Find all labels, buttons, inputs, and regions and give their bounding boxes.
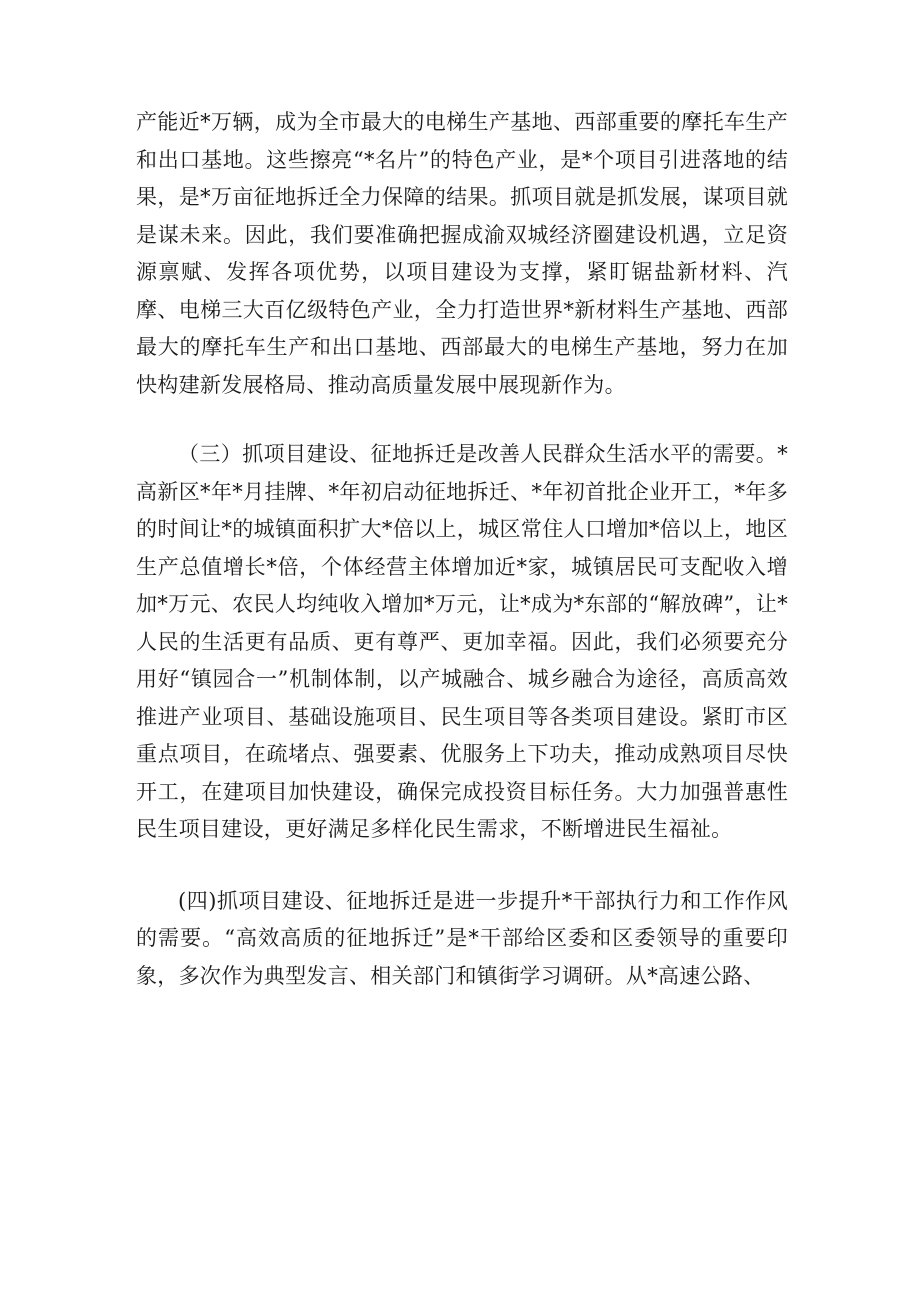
document-body — [136, 104, 788, 995]
paragraph-section-three: （三）抓项目建设、征地拆迁是改善人民群众生活水平的需要。*高新区*年*月挂牌、*年初启动征地拆迁、*年初首批企业开工，*年多的时间让*的城镇面积扩大*倍以上，城区常住人口增加*倍以上，地区生产总值增长*倍，个体经营主体增加近*家，城镇居民可支配收入增加*万元、农民人均纯收入增加*万元，让*成为*东部的“解放碑”，让*人民的生活更有品质、更有尊严、更加幸福。因此，我们必须要充分用好“镇园合一”机制体制，以产城融合、城乡融合为途径，高质高效推进产业项目、基础设施项目、民生项目等各类项目建设。紧盯市区重点项目，在疏堵点、强要素、优服务上下功夫，推动成熟项目尽快开工，在建项目加快建设，确保完成投资目标任务。大力加强普惠性民生项目建设，更好满足多样化民生需求，不断增进民生福祉。 — [136, 442, 788, 841]
paragraph-continuation: 产能近*万辆，成为全市最大的电梯生产基地、西部重要的摩托车生产和出口基地。这些擦亮“*名片”的特色产业，是*个项目引进落地的结果，是*万亩征地拆迁全力保障的结果。抓项目就是抓发展，谋项目就是谋未来。因此，我们要准确把握成渝双城经济圈建设机遇，立足资源禀赋、发挥各项优势，以项目建设为支撑，紧盯锯盐新材料、汽摩、电梯三大百亿级特色产业，全力打造世界*新材料生产基地、西部最大的摩托车生产和出口基地、西部最大的电梯生产基地，努力在加快构建新发展格局、推动高质量发展中展现新作为。 — [136, 110, 788, 397]
paragraph-section-four: (四)抓项目建设、征地拆迁是进一步提升*干部执行力和工作作风的需要。“高效高质的征地拆迁”是*干部给区委和区委领导的重要印象，多次作为典型发言、相关部门和镇街学习调研。从*高速公路、 — [136, 888, 788, 988]
